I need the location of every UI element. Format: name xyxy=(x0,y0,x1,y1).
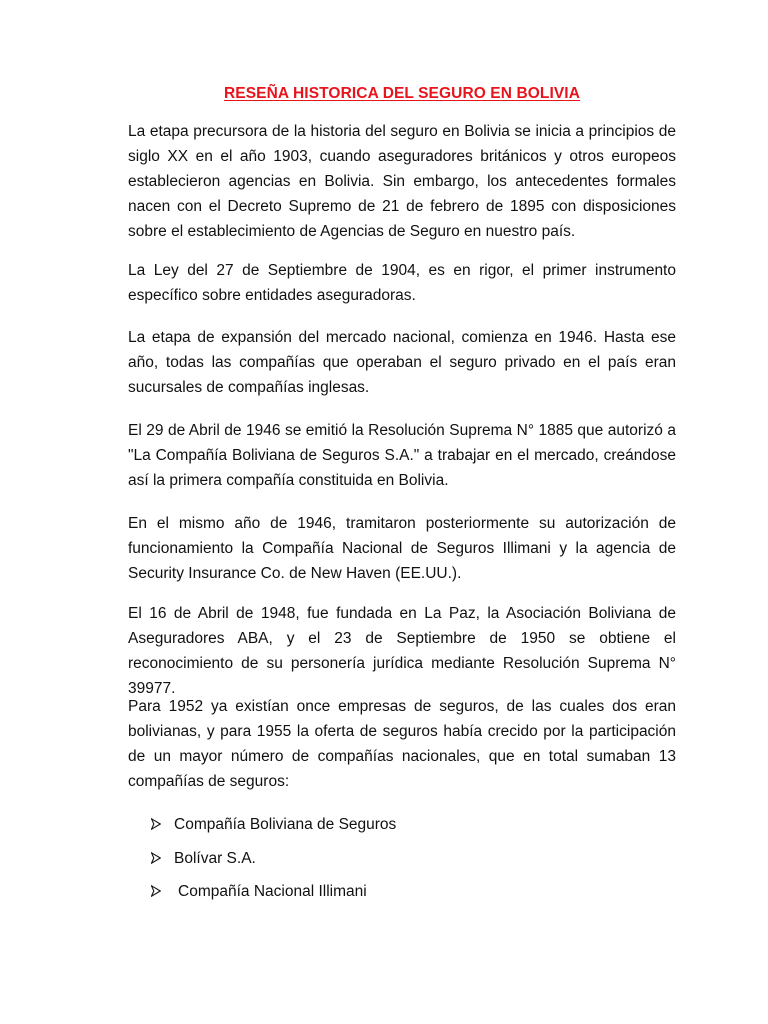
paragraph-aba-founding: El 16 de Abril de 1948, fue fundada en La Paz, la Asociación Boliviana de Aseguradores ABA, y el 23 de Septiembre de 1950 se obtiene el reconocimiento de su personería jurídica mediante Resolución Suprema N° 39977. xyxy=(128,605,676,697)
list-item xyxy=(151,882,367,902)
paragraph-law-1904: La Ley del 27 de Septiembre de 1904, es en rigor, el primer instrumento específico sobre entidades aseguradoras. xyxy=(128,262,676,304)
arrowhead-bullet-icon xyxy=(151,818,161,830)
document-title: RESEÑA HISTORICA DEL SEGURO EN BOLIVIA xyxy=(223,85,581,102)
list-item-label: Compañía Nacional Illimani xyxy=(178,883,367,900)
paragraph-companies-1952-1955: Para 1952 ya existían once empresas de seguros, de las cuales dos eran bolivianas, y para 1955 la oferta de seguros había crecido por la participación de un mayor número de compañías nacionales, que en total sumaban 13 compañías de seguros: xyxy=(128,698,676,790)
arrowhead-bullet-icon xyxy=(151,852,161,864)
list-item-label: Compañía Boliviana de Seguros xyxy=(174,816,397,833)
list-item xyxy=(151,849,256,869)
list-item-label: Bolívar S.A. xyxy=(174,850,256,867)
paragraph-illimani-security: En el mismo año de 1946, tramitaron posteriormente su autorización de funcionamiento la Compañía Nacional de Seguros Illimani y la agencia de Security Insurance Co. de New Haven (EE.UU.). xyxy=(128,515,676,582)
arrowhead-bullet-icon xyxy=(151,885,161,897)
list-item xyxy=(151,815,396,835)
paragraph-resolution-1885: El 29 de Abril de 1946 se emitió la Resolución Suprema N° 1885 que autorizó a "La Compañía Boliviana de Seguros S.A." a trabajar en el mercado, creándose así la primera compañía constituida en Bolivia. xyxy=(128,422,676,489)
paragraph-precursor-stage: La etapa precursora de la historia del seguro en Bolivia se inicia a principios de siglo XX en el año 1903, cuando aseguradores británicos y otros europeos establecieron agencias en Bolivia. Sin embargo, los antecedentes formales nacen con el Decreto Supremo de 21 de febrero de 1895 con disposiciones sobre el establecimiento de Agencias de Seguro en nuestro país. xyxy=(128,123,676,240)
paragraph-expansion-stage: La etapa de expansión del mercado nacional, comienza en 1946. Hasta ese año, todas las compañías que operaban el seguro privado en el país eran sucursales de compañías inglesas. xyxy=(128,329,676,396)
